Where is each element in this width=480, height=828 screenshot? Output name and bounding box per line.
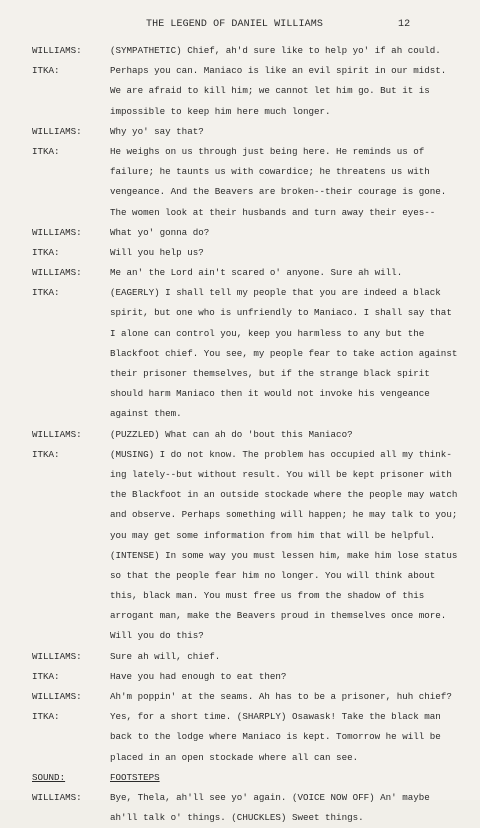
dialogue-line: Bye, Thela, ah'll see yo' again. (VOICE NOW OFF) An' maybe (110, 791, 430, 803)
dialogue-block (0, 768, 480, 788)
dialogue-line: I alone can control you, keep you harmless to any but the (110, 327, 425, 339)
dialogue-text (110, 707, 480, 768)
speaker-label: SOUND: (32, 771, 66, 783)
dialogue-text (110, 122, 480, 142)
speaker-label: WILLIAMS: (32, 45, 82, 56)
dialogue-text (110, 243, 480, 263)
speaker-label: ITKA: (32, 246, 60, 258)
dialogue-text (110, 687, 480, 707)
speaker-label: WILLIAMS: (32, 267, 82, 279)
speaker-label: WILLIAMS: (32, 125, 82, 137)
dialogue-block (0, 687, 480, 707)
dialogue-line: you may get some information from him that will be helpful. (110, 529, 436, 541)
speaker-label: ITKA: (32, 670, 60, 682)
dialogue-line: failure; he taunts us with cowardice; he threatens us with (110, 166, 430, 178)
dialogue-line: this, black man. You must free us from the shadow of this (110, 590, 425, 602)
dialogue-line: Sure ah will, chief. (110, 650, 221, 662)
dialogue-text (110, 263, 480, 283)
dialogue-block (0, 647, 480, 667)
dialogue-text (110, 425, 480, 445)
page-number: 12 (398, 19, 411, 30)
speaker-label: WILLIAMS: (32, 791, 82, 803)
dialogue-line: (EAGERLY) I shall tell my people that you are indeed a black (110, 287, 441, 299)
dialogue-line: (MUSING) I do not know. The problem has occupied all my think- (110, 448, 452, 460)
dialogue-line: Will you help us? (110, 246, 204, 258)
dialogue-line: against them. (110, 408, 182, 420)
dialogue-block (0, 142, 480, 223)
dialogue-line: Me an' the Lord ain't scared o' anyone. Sure ah will. (110, 267, 403, 279)
dialogue-line: Ah'm poppin' at the seams. Ah has to be a prisoner, huh chief? (110, 691, 452, 702)
speaker-label: WILLIAMS: (32, 650, 82, 662)
dialogue-block (0, 61, 480, 122)
dialogue-block (0, 122, 480, 142)
page-header (0, 19, 480, 33)
dialogue-text (110, 788, 480, 828)
dialogue-line: ing lately--but without result. You will be kept prisoner with (110, 468, 452, 480)
dialogue-text (110, 647, 480, 667)
dialogue-text (110, 768, 480, 788)
dialogue-line: should harm Maniaco then it would not invoke his vengeance (110, 388, 430, 400)
dialogue-line: The women look at their husbands and turn away their eyes-- (110, 206, 436, 218)
dialogue-line: (SYMPATHETIC) Chief, ah'd sure like to help yo' if ah could. (110, 45, 441, 56)
dialogue-text (110, 41, 480, 61)
dialogue-block (0, 263, 480, 283)
dialogue-line: spirit, but one who is unfriendly to Maniaco. I shall say that (110, 307, 452, 319)
script-body (0, 41, 480, 824)
speaker-label: ITKA: (32, 145, 60, 157)
dialogue-block (0, 707, 480, 768)
dialogue-block (0, 788, 480, 828)
dialogue-text (110, 142, 480, 223)
dialogue-text (110, 61, 480, 122)
dialogue-line: Blackfoot chief. You see, my people fear to take action against (110, 347, 458, 359)
dialogue-line: Perhaps you can. Maniaco is like an evil spirit in our midst. (110, 65, 447, 77)
dialogue-line: vengeance. And the Beavers are broken--their courage is gone. (110, 186, 447, 198)
dialogue-line: back to the lodge where Maniaco is kept. Tomorrow he will be (110, 731, 441, 743)
dialogue-text (110, 667, 480, 687)
speaker-label: ITKA: (32, 65, 60, 77)
speaker-label: WILLIAMS: (32, 428, 82, 440)
dialogue-line: and observe. Perhaps something will happen; he may talk to you; (110, 509, 458, 521)
dialogue-line: He weighs on us through just being here. He reminds us of (110, 145, 425, 157)
dialogue-block (0, 445, 480, 647)
dialogue-line: so that the people fear him no longer. You will think about (110, 569, 436, 581)
dialogue-block (0, 667, 480, 687)
speaker-label: ITKA: (32, 711, 60, 723)
dialogue-line: FOOTSTEPS (110, 771, 160, 783)
dialogue-line: placed in an open stockade where all can see. (110, 751, 359, 763)
speaker-label: ITKA: (32, 448, 60, 460)
dialogue-line: Yes, for a short time. (SHARPLY) Osawask! Take the black man (110, 711, 441, 723)
dialogue-line: (INTENSE) In some way you must lessen him, make him lose status (110, 549, 458, 561)
speaker-label: WILLIAMS: (32, 226, 82, 238)
dialogue-block (0, 283, 480, 424)
dialogue-line: (PUZZLED) What can ah do 'bout this Maniaco? (110, 428, 353, 440)
dialogue-line: Why yo' say that? (110, 125, 204, 137)
dialogue-block (0, 223, 480, 243)
dialogue-line: Have you had enough to eat then? (110, 670, 287, 682)
dialogue-line: arrogant man, make the Beavers proud in themselves once more. (110, 610, 447, 622)
dialogue-text (110, 223, 480, 243)
dialogue-line: impossible to keep him here much longer. (110, 105, 331, 117)
dialogue-block (0, 243, 480, 263)
speaker-label: ITKA: (32, 287, 60, 299)
speaker-label: WILLIAMS: (32, 691, 82, 702)
dialogue-line: ah'll talk o' things. (CHUCKLES) Sweet things. (110, 812, 364, 824)
dialogue-block (0, 425, 480, 445)
dialogue-text (110, 283, 480, 424)
dialogue-block (0, 41, 480, 61)
dialogue-text (110, 445, 480, 647)
script-title: THE LEGEND OF DANIEL WILLIAMS (146, 19, 323, 30)
dialogue-line: We are afraid to kill him; we cannot let him go. But it is (110, 85, 430, 97)
dialogue-line: their prisoner themselves, but if the strange black spirit (110, 368, 430, 379)
dialogue-line: What yo' gonna do? (110, 226, 210, 238)
dialogue-line: Will you do this? (110, 630, 204, 642)
dialogue-line: the Blackfoot in an outside stockade where the people may watch (110, 489, 458, 501)
